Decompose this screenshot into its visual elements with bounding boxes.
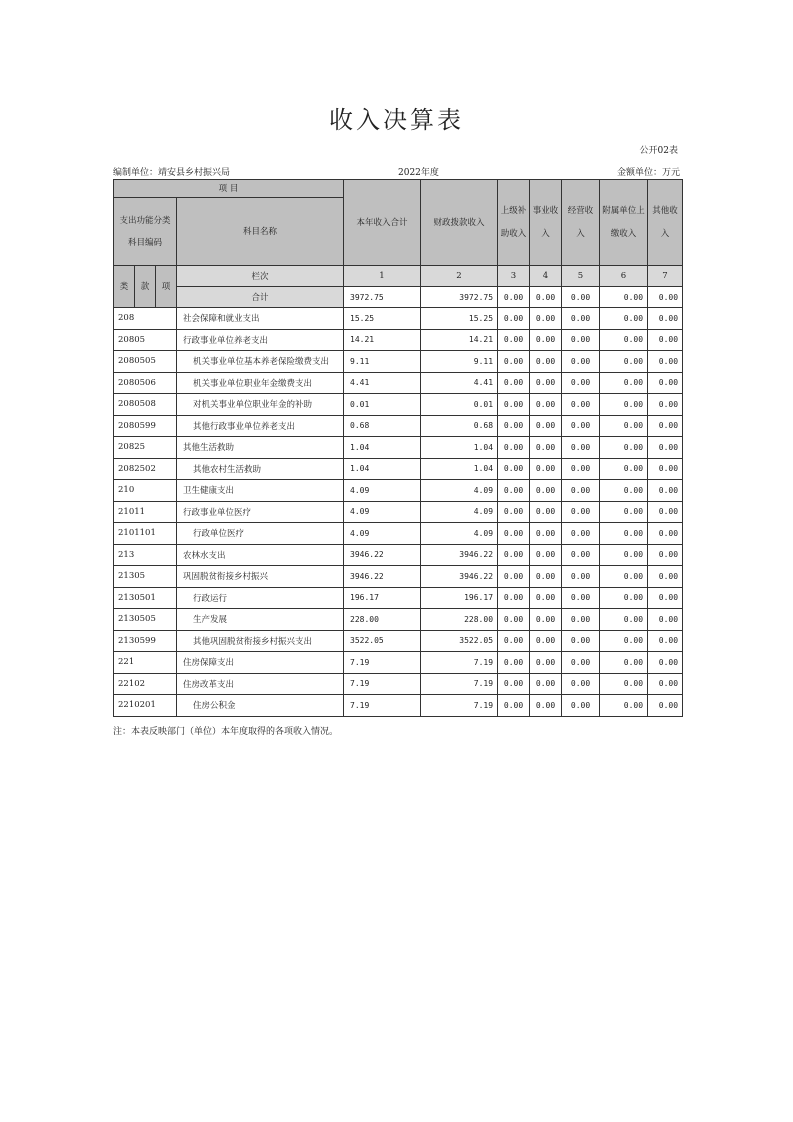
row-value: 0.00	[648, 609, 683, 631]
row-value: 0.00	[648, 437, 683, 459]
income-table	[113, 179, 683, 717]
col-index: 7	[648, 266, 683, 287]
row-value: 0.00	[498, 587, 530, 609]
row-value: 0.00	[648, 673, 683, 695]
row-value: 0.00	[600, 566, 648, 588]
header-business: 事业收入	[530, 180, 562, 266]
row-value: 7.19	[421, 695, 498, 717]
row-name: 机关事业单位职业年金缴费支出	[177, 372, 344, 394]
row-value: 0.00	[498, 544, 530, 566]
row-code: 2130505	[114, 609, 177, 631]
row-value: 0.00	[648, 544, 683, 566]
row-name: 其他行政事业单位养老支出	[177, 415, 344, 437]
table-row	[114, 652, 683, 674]
table-row	[114, 566, 683, 588]
row-value: 0.00	[648, 308, 683, 330]
row-name: 卫生健康支出	[177, 480, 344, 502]
row-name: 住房保障支出	[177, 652, 344, 674]
row-value: 7.19	[421, 673, 498, 695]
col-index: 4	[530, 266, 562, 287]
row-value: 0.00	[530, 329, 562, 351]
row-value: 0.00	[498, 480, 530, 502]
row-value: 4.09	[421, 501, 498, 523]
row-value: 0.00	[648, 329, 683, 351]
total-row	[114, 287, 683, 308]
total-value: 0.00	[600, 287, 648, 308]
row-value: 0.00	[498, 630, 530, 652]
row-value: 0.00	[600, 523, 648, 545]
total-value: 3972.75	[421, 287, 498, 308]
row-name: 机关事业单位基本养老保险缴费支出	[177, 351, 344, 373]
header-affiliated: 附属单位上缴收入	[600, 180, 648, 266]
row-value: 1.04	[421, 437, 498, 459]
row-value: 0.00	[530, 458, 562, 480]
total-value: 0.00	[562, 287, 600, 308]
row-name: 住房改革支出	[177, 673, 344, 695]
row-value: 0.00	[648, 566, 683, 588]
row-value: 0.00	[600, 351, 648, 373]
row-value: 4.09	[344, 501, 421, 523]
row-name: 行政单位医疗	[177, 523, 344, 545]
row-code: 213	[114, 544, 177, 566]
row-value: 1.04	[344, 437, 421, 459]
row-value: 7.19	[344, 695, 421, 717]
row-value: 1.04	[421, 458, 498, 480]
form-number: 公开02表	[639, 146, 678, 156]
row-value: 0.00	[600, 372, 648, 394]
row-value: 0.00	[498, 372, 530, 394]
row-value: 0.00	[562, 630, 600, 652]
table-row	[114, 695, 683, 717]
row-value: 0.00	[562, 437, 600, 459]
table-row	[114, 415, 683, 437]
row-value: 4.09	[344, 480, 421, 502]
row-value: 3946.22	[344, 544, 421, 566]
row-value: 0.00	[648, 394, 683, 416]
header-name: 科目名称	[177, 198, 344, 266]
row-value: 0.00	[562, 695, 600, 717]
row-value: 1.04	[344, 458, 421, 480]
row-value: 0.00	[530, 673, 562, 695]
col-index: 5	[562, 266, 600, 287]
row-value: 0.00	[648, 652, 683, 674]
column-label: 栏次	[177, 266, 344, 287]
row-value: 0.00	[530, 394, 562, 416]
row-value: 0.00	[600, 308, 648, 330]
table-row	[114, 501, 683, 523]
page-title: 收入决算表	[329, 106, 464, 134]
row-name: 住房公积金	[177, 695, 344, 717]
row-code: 210	[114, 480, 177, 502]
row-value: 0.00	[498, 415, 530, 437]
row-value: 4.41	[344, 372, 421, 394]
row-value: 3946.22	[421, 544, 498, 566]
header-project: 项 目	[114, 180, 344, 198]
row-code: 2210201	[114, 695, 177, 717]
row-value: 0.00	[530, 480, 562, 502]
row-value: 0.00	[562, 458, 600, 480]
table-row	[114, 587, 683, 609]
row-value: 0.00	[600, 695, 648, 717]
row-code: 21011	[114, 501, 177, 523]
row-code: 2080505	[114, 351, 177, 373]
header-other: 其他收入	[648, 180, 683, 266]
row-code: 22102	[114, 673, 177, 695]
row-value: 0.00	[600, 394, 648, 416]
row-value: 0.00	[530, 308, 562, 330]
row-value: 0.00	[530, 587, 562, 609]
row-value: 0.00	[498, 695, 530, 717]
row-value: 14.21	[344, 329, 421, 351]
row-value: 0.00	[498, 523, 530, 545]
row-value: 0.00	[600, 652, 648, 674]
row-value: 0.00	[648, 415, 683, 437]
row-value: 0.00	[530, 609, 562, 631]
row-value: 228.00	[421, 609, 498, 631]
row-value: 0.00	[562, 308, 600, 330]
amount-unit: 金额单位：万元	[616, 168, 680, 178]
row-value: 0.00	[648, 523, 683, 545]
row-value: 0.00	[600, 437, 648, 459]
row-value: 0.00	[530, 351, 562, 373]
table-row	[114, 394, 683, 416]
row-value: 0.00	[562, 523, 600, 545]
row-name: 行政事业单位医疗	[177, 501, 344, 523]
row-value: 0.01	[344, 394, 421, 416]
row-value: 0.00	[562, 501, 600, 523]
row-value: 0.00	[562, 372, 600, 394]
row-code: 2080599	[114, 415, 177, 437]
row-value: 0.00	[530, 523, 562, 545]
row-value: 0.00	[562, 351, 600, 373]
row-value: 0.00	[498, 437, 530, 459]
row-value: 228.00	[344, 609, 421, 631]
reporting-unit: 编制单位：靖安县乡村振兴局	[113, 168, 231, 178]
header-fiscal: 财政拨款收入	[421, 180, 498, 266]
table-row	[114, 437, 683, 459]
table-row	[114, 480, 683, 502]
header-lei: 类	[114, 266, 135, 308]
table-row	[114, 372, 683, 394]
row-value: 0.00	[600, 630, 648, 652]
total-value: 0.00	[498, 287, 530, 308]
row-name: 行政运行	[177, 587, 344, 609]
row-code: 2130599	[114, 630, 177, 652]
col-index: 3	[498, 266, 530, 287]
row-value: 0.00	[648, 351, 683, 373]
row-value: 0.00	[600, 587, 648, 609]
row-value: 3522.05	[344, 630, 421, 652]
row-value: 0.00	[530, 630, 562, 652]
row-name: 其他生活救助	[177, 437, 344, 459]
row-value: 0.00	[600, 480, 648, 502]
row-value: 0.00	[530, 415, 562, 437]
row-name: 农林水支出	[177, 544, 344, 566]
row-value: 0.00	[530, 566, 562, 588]
row-code: 2080506	[114, 372, 177, 394]
row-value: 0.00	[562, 329, 600, 351]
report-year: 2022年度	[398, 168, 439, 178]
row-name: 对机关事业单位职业年金的补助	[177, 394, 344, 416]
col-index: 6	[600, 266, 648, 287]
row-code: 221	[114, 652, 177, 674]
row-value: 4.09	[421, 480, 498, 502]
table-row	[114, 308, 683, 330]
header-xiang: 项	[156, 266, 177, 308]
row-value: 7.19	[421, 652, 498, 674]
row-value: 4.09	[344, 523, 421, 545]
row-value: 0.00	[562, 652, 600, 674]
row-code: 2101101	[114, 523, 177, 545]
row-value: 0.00	[498, 351, 530, 373]
row-value: 0.00	[648, 480, 683, 502]
row-code: 2080508	[114, 394, 177, 416]
row-value: 0.01	[421, 394, 498, 416]
row-value: 0.00	[498, 308, 530, 330]
row-value: 196.17	[344, 587, 421, 609]
row-value: 0.00	[600, 458, 648, 480]
row-value: 0.00	[562, 394, 600, 416]
row-value: 4.41	[421, 372, 498, 394]
header-code: 支出功能分类科目编码	[114, 198, 177, 266]
row-value: 0.00	[530, 695, 562, 717]
row-code: 20825	[114, 437, 177, 459]
row-value: 0.00	[562, 480, 600, 502]
row-value: 0.00	[562, 566, 600, 588]
row-value: 3946.22	[421, 566, 498, 588]
row-value: 0.00	[530, 544, 562, 566]
row-value: 0.00	[498, 329, 530, 351]
row-code: 20805	[114, 329, 177, 351]
row-value: 0.00	[600, 544, 648, 566]
footnote: 注：本表反映部门（单位）本年度取得的各项收入情况。	[113, 727, 339, 737]
row-value: 0.00	[498, 458, 530, 480]
row-value: 0.00	[600, 673, 648, 695]
row-value: 0.00	[600, 329, 648, 351]
row-code: 21305	[114, 566, 177, 588]
table-row	[114, 523, 683, 545]
row-name: 巩固脱贫衔接乡村振兴	[177, 566, 344, 588]
row-value: 0.00	[530, 372, 562, 394]
row-value: 15.25	[421, 308, 498, 330]
table-row	[114, 630, 683, 652]
row-code: 208	[114, 308, 177, 330]
row-value: 0.00	[648, 501, 683, 523]
row-value: 0.00	[648, 695, 683, 717]
row-name: 生产发展	[177, 609, 344, 631]
row-value: 3522.05	[421, 630, 498, 652]
table-row	[114, 609, 683, 631]
row-code: 2082502	[114, 458, 177, 480]
table-row	[114, 458, 683, 480]
row-value: 4.09	[421, 523, 498, 545]
row-code: 2130501	[114, 587, 177, 609]
row-value: 0.00	[600, 501, 648, 523]
row-value: 0.00	[530, 501, 562, 523]
row-value: 0.00	[648, 458, 683, 480]
row-value: 0.00	[498, 566, 530, 588]
row-value: 0.00	[562, 587, 600, 609]
total-value: 3972.75	[344, 287, 421, 308]
total-value: 0.00	[648, 287, 683, 308]
row-value: 0.00	[562, 609, 600, 631]
row-value: 0.00	[498, 501, 530, 523]
row-value: 0.00	[562, 415, 600, 437]
row-name: 其他巩固脱贫衔接乡村振兴支出	[177, 630, 344, 652]
row-value: 0.00	[600, 415, 648, 437]
table-row	[114, 544, 683, 566]
row-value: 3946.22	[344, 566, 421, 588]
row-name: 社会保障和就业支出	[177, 308, 344, 330]
total-value: 0.00	[530, 287, 562, 308]
row-value: 0.00	[648, 630, 683, 652]
header-operating: 经营收入	[562, 180, 600, 266]
row-value: 0.68	[344, 415, 421, 437]
row-name: 行政事业单位养老支出	[177, 329, 344, 351]
row-value: 0.00	[498, 673, 530, 695]
row-value: 14.21	[421, 329, 498, 351]
row-value: 0.00	[600, 609, 648, 631]
col-index: 2	[421, 266, 498, 287]
row-value: 0.00	[530, 437, 562, 459]
row-value: 0.00	[498, 394, 530, 416]
row-value: 15.25	[344, 308, 421, 330]
row-value: 0.00	[562, 673, 600, 695]
row-value: 7.19	[344, 673, 421, 695]
row-name: 其他农村生活救助	[177, 458, 344, 480]
row-value: 7.19	[344, 652, 421, 674]
total-label: 合计	[177, 287, 344, 308]
header-superior: 上级补助收入	[498, 180, 530, 266]
table-row	[114, 329, 683, 351]
header-kuan: 款	[135, 266, 156, 308]
row-value: 0.68	[421, 415, 498, 437]
row-value: 0.00	[648, 372, 683, 394]
row-value: 0.00	[498, 609, 530, 631]
row-value: 9.11	[344, 351, 421, 373]
row-value: 0.00	[498, 652, 530, 674]
row-value: 0.00	[530, 652, 562, 674]
table-row	[114, 351, 683, 373]
row-value: 196.17	[421, 587, 498, 609]
col-index: 1	[344, 266, 421, 287]
table-row	[114, 673, 683, 695]
row-value: 9.11	[421, 351, 498, 373]
row-value: 0.00	[562, 544, 600, 566]
row-value: 0.00	[648, 587, 683, 609]
header-total-income: 本年收入合计	[344, 180, 421, 266]
